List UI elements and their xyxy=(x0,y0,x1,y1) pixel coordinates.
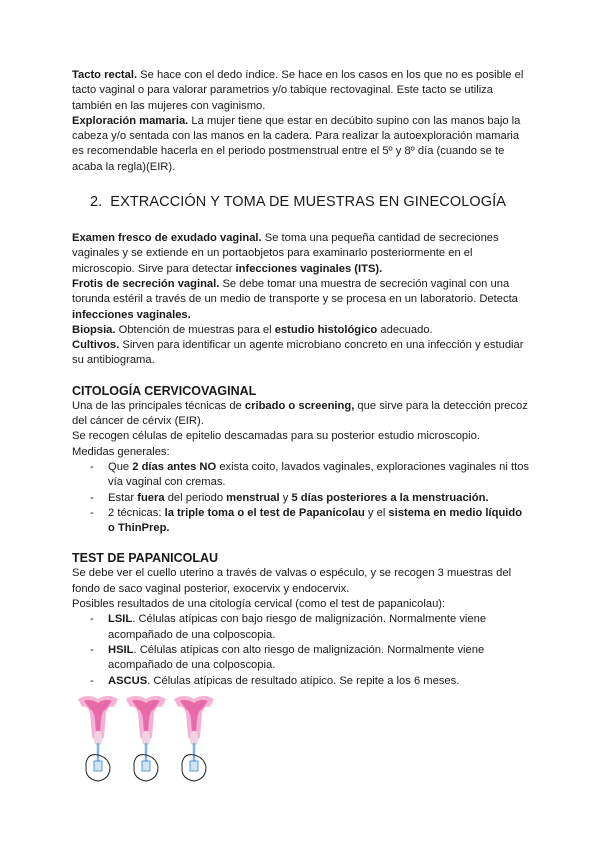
paragraph-citologia-1: Una de las principales técnicas de cribado o screening, que sirve para la detección precoz del cáncer de cérvix (EIR). xyxy=(72,399,528,428)
uterus-figure-2 xyxy=(126,696,166,781)
section-heading-extraccion: 2. EXTRACCIÓN Y TOMA DE MUESTRAS EN GINECOLOGÍA xyxy=(90,194,507,211)
uterus-figure-1 xyxy=(78,696,118,781)
paragraph-frotis: Frotis de secreción vaginal. Se debe tomar una muestra de secreción vaginal con una torunda estéril a través de un medio de transporte y se procesa en un laboratorio. Detecta infecciones vaginales. xyxy=(72,277,518,321)
paragraph-citologia-2: Se recogen células de epitelio descamadas para su posterior estudio microscopio. xyxy=(72,430,480,443)
paragraph-test-2: Posibles resultados de una citología cervical (como el test de papanicolau): xyxy=(72,598,446,611)
paragraph-examen-fresco: Examen fresco de exudado vaginal. Se toma una pequeña cantidad de secreciones vaginales y se extiende en un portaobjetos para examinarlo posteriormente en el microscopio. Sirve para detectar infecciones vaginales (ITS). xyxy=(72,232,499,275)
list-item: - LSIL. Células atípicas con bajo riesgo de malignización. Normalmente viene acompañado de una colposcopia. xyxy=(72,612,532,643)
paragraph-test-1: Se debe ver el cuello uterino a través de valvas o espéculo, y se recogen 3 muestras del fondo de saco vaginal posterior, exocervix y endocervix. xyxy=(72,567,512,595)
list-resultados xyxy=(72,612,532,688)
paragraph-exploracion-mamaria: Exploración mamaria. La mujer tiene que estar en decúbito supino con las manos bajo la cabeza y/o sentada con las manos en la cadera. Para realizar la autoexploración mamaria es recomendable hacerla en el periodo postmenstrual entre el 5º y 8º día (cuando se te acaba la regla)(EIR). xyxy=(72,114,521,173)
triple-toma-illustration xyxy=(76,691,224,787)
paragraph-citologia-3: Medidas generales: xyxy=(72,445,170,458)
list-medidas xyxy=(72,460,532,536)
document-page xyxy=(72,68,532,787)
heading-citologia: CITOLOGÍA CERVICOVAGINAL xyxy=(72,383,257,398)
list-item: - 2 técnicas: la triple toma o el test de Papanicolau y el sistema en medio líquido o ThinPrep. xyxy=(72,506,532,537)
list-item: - Que 2 días antes NO exista coito, lavados vaginales, exploraciones vaginales ni ttos vía vaginal con cremas. xyxy=(72,460,532,491)
paragraph-cultivos: Cultivos. Sirven para identificar un agente microbiano concreto en una infección y estudiar su antibiograma. xyxy=(72,339,524,367)
heading-test-papanicolau: TEST DE PAPANICOLAU xyxy=(72,551,219,566)
uterus-figure-3 xyxy=(174,696,214,781)
paragraph-tacto-rectal: Tacto rectal. Se hace con el dedo índice. Se hace en los casos en los que no es posible el tacto vaginal o para valorar parametrios y/o tabique rectovaginal. Este tacto se utiliza también en las mujeres con vaginismo. xyxy=(72,69,524,112)
paragraph-biopsia: Biopsia. Obtención de muestras para el estudio histológico adecuado. xyxy=(72,323,433,336)
list-item: - HSIL. Células atípicas con alto riesgo de malignización. Normalmente viene acompañado de una colposcopia. xyxy=(72,643,532,674)
list-item: - ASCUS. Células atípicas de resultado atípico. Se repite a los 6 meses. xyxy=(72,674,532,689)
list-item: - Estar fuera del periodo menstrual y 5 días posteriores a la menstruación. xyxy=(72,491,532,506)
